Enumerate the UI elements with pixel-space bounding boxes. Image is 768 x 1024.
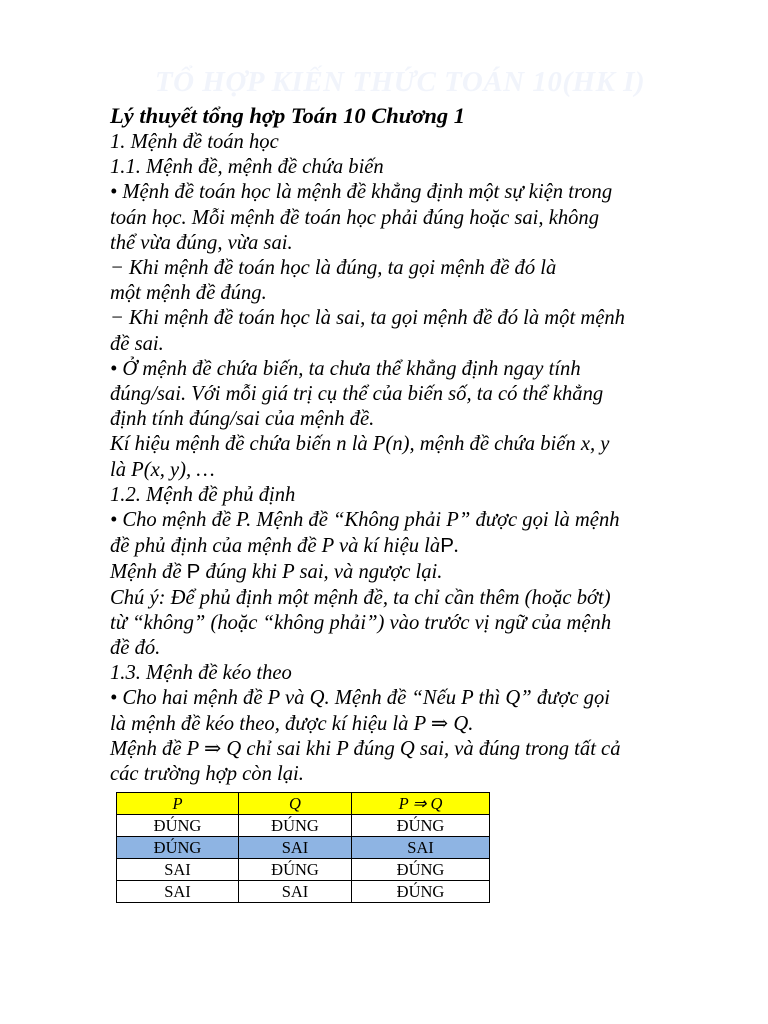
text-line: − Khi mệnh đề toán học là sai, ta gọi mệnh đề đó là một mệnh <box>110 307 625 330</box>
text-line: là P(x, y), … <box>110 458 215 481</box>
table-cell: ĐÚNG <box>352 881 490 903</box>
negation-symbol: P <box>186 560 201 584</box>
text-segment: đúng khi P sai, và ngược lại. <box>200 561 443 584</box>
text-line: Kí hiệu mệnh đề chứa biến n là P(n), mệnh đề chứa biến x, y <box>110 433 610 456</box>
truth-table <box>116 792 490 903</box>
table-row <box>117 815 490 837</box>
text-line <box>110 533 710 559</box>
header-cell-implication: P ⇒ Q <box>352 793 490 815</box>
text-line: toán học. Mỗi mệnh đề toán học phải đúng hoặc sai, không <box>110 206 600 229</box>
header-cell-p: P <box>117 793 239 815</box>
text-line: Mệnh đề P ⇒ Q chỉ sai khi P đúng Q sai, và đúng trong tất cả <box>110 737 621 760</box>
text-line: thể vừa đúng, vừa sai. <box>110 231 293 254</box>
text-line <box>110 559 710 585</box>
document-title: Lý thuyết tổng hợp Toán 10 Chương 1 <box>110 103 465 128</box>
subsection-heading: 1.1. Mệnh đề, mệnh đề chứa biến <box>110 156 384 179</box>
text-line: đúng/sai. Với mỗi giá trị cụ thể của biến số, ta có thể khẳng <box>110 383 604 406</box>
table-cell: ĐÚNG <box>239 815 352 837</box>
table-cell: SAI <box>117 881 239 903</box>
text-line: các trường hợp còn lại. <box>110 763 304 786</box>
text-segment: . <box>453 535 460 558</box>
text-line: định tính đúng/sai của mệnh đề. <box>110 408 375 431</box>
watermark-heading: TỔ HỢP KIẾN THỨC TOÁN 10(HK I) <box>154 66 646 98</box>
table-header-row <box>117 793 490 815</box>
table-cell: ĐÚNG <box>117 815 239 837</box>
text-line: từ “không” (hoặc “không phải”) vào trước vị ngữ của mệnh <box>110 611 612 634</box>
document-body <box>110 102 710 787</box>
text-line: • Cho hai mệnh đề P và Q. Mệnh đề “Nếu P thì Q” được gọi <box>110 687 610 710</box>
negation-symbol: P <box>440 534 454 558</box>
table-row <box>117 859 490 881</box>
table-cell: SAI <box>352 837 490 859</box>
subsection-heading: 1.3. Mệnh đề kéo theo <box>110 662 292 685</box>
text-line: một mệnh đề đúng. <box>110 282 267 305</box>
text-line: đề đó. <box>110 637 161 660</box>
text-line: • Mệnh đề toán học là mệnh đề khẳng định một sự kiện trong <box>110 181 613 204</box>
table-cell: ĐÚNG <box>117 837 239 859</box>
subsection-heading: 1.2. Mệnh đề phủ định <box>110 483 296 506</box>
header-cell-q: Q <box>239 793 352 815</box>
table-cell: ĐÚNG <box>239 859 352 881</box>
text-line: • Ở mệnh đề chứa biến, ta chưa thể khẳng định ngay tính <box>110 357 581 380</box>
table-cell: ĐÚNG <box>352 859 490 881</box>
table-cell: SAI <box>117 859 239 881</box>
text-line: − Khi mệnh đề toán học là đúng, ta gọi mệnh đề đó là <box>110 257 557 280</box>
text-line: là mệnh đề kéo theo, được kí hiệu là P ⇒ Q. <box>110 712 474 735</box>
table-cell: ĐÚNG <box>352 815 490 837</box>
table-row-highlighted <box>117 837 490 859</box>
text-line: đề sai. <box>110 332 164 355</box>
text-segment: Mệnh đề <box>110 561 187 584</box>
table-cell: SAI <box>239 837 352 859</box>
table-cell: SAI <box>239 881 352 903</box>
table-row <box>117 881 490 903</box>
section-heading: 1. Mệnh đề toán học <box>110 131 279 153</box>
text-line: • Cho mệnh đề P. Mệnh đề “Không phải P” được gọi là mệnh <box>110 509 620 532</box>
text-line: Chú ý: Để phủ định một mệnh đề, ta chỉ cần thêm (hoặc bớt) <box>110 586 611 609</box>
text-segment: đề phủ định của mệnh đề P và kí hiệu là <box>110 535 441 558</box>
